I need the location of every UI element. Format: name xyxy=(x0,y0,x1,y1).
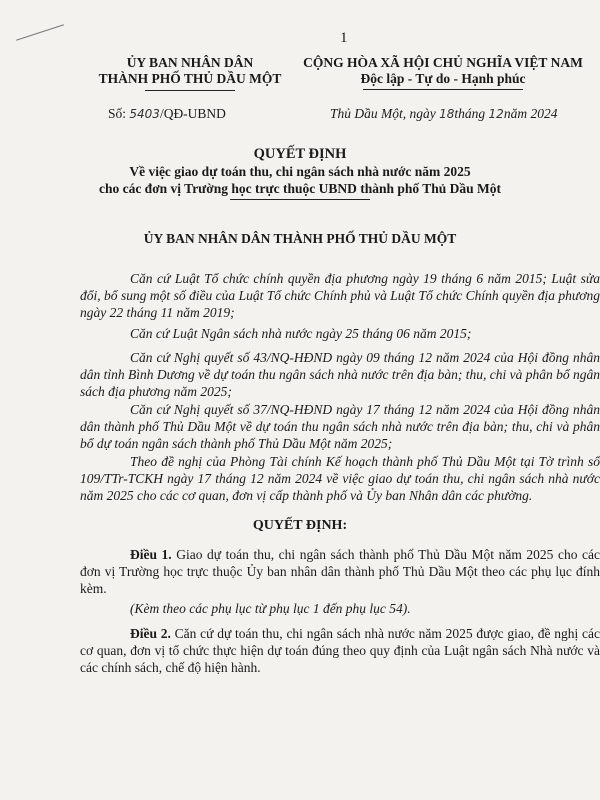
article-2-text: Căn cứ dự toán thu, chi ngân sách nhà nước năm 2025 được giao, đề nghị các cơ quan, đơn vị tổ chức thực hiện dự toán đúng theo quy định của Luật ngân sách Nhà nước và các chính sách, chế độ hiện hành. xyxy=(80,626,600,675)
attachment-note: (Kèm theo các phụ lục từ phụ lục 1 đến phụ lục 54). xyxy=(130,601,411,616)
year-label: năm 2024 xyxy=(503,106,558,121)
legal-basis-4: Căn cứ Nghị quyết số 37/NQ-HĐND ngày 17 tháng 12 năm 2024 của Hội đồng nhân dân thành phố Thủ Dầu Một về dự toán thu ngân sách nhà nước trên địa bàn; thu, chi và phân bổ dự toán ngân sách thành phố Thủ Dầu Một năm 2025; xyxy=(80,402,600,451)
nation-header xyxy=(298,55,588,90)
issuer-underline xyxy=(145,90,235,91)
date-day: 18 xyxy=(439,107,455,121)
article-2 xyxy=(80,625,600,676)
article-1-text: Giao dự toán thu, chi ngân sách thành phố Thủ Dầu Một năm 2025 cho các đơn vị Trường học trực thuộc Ủy ban nhân dân thành phố Thủ Dầu Một theo các phụ lục đính kèm. xyxy=(80,547,600,596)
document-subject xyxy=(0,163,600,200)
article-1 xyxy=(80,546,600,597)
issuing-authority: ỦY BAN NHÂN DÂN THÀNH PHỐ THỦ DẦU MỘT xyxy=(143,231,457,246)
issuer-line2: THÀNH PHỐ THỦ DẦU MỘT xyxy=(98,71,282,86)
legal-basis-5: Theo đề nghị của Phòng Tài chính Kế hoạch thành phố Thủ Dầu Một tại Tờ trình số 109/TTr-TCKH ngày 17 tháng 12 năm 2024 về việc giao dự toán thu, chi ngân sách nhà nước năm 2025 cho các cơ quan, đơn vị cấp thành phố và Ủy ban Nhân dân các phường. xyxy=(80,454,600,503)
issuer-header xyxy=(85,55,295,91)
decision-heading: QUYẾT ĐỊNH: xyxy=(252,518,348,533)
nation-name: CỘNG HÒA XÃ HỘI CHỦ NGHĨA VIỆT NAM xyxy=(303,55,583,70)
page-number: 1 xyxy=(340,30,348,46)
subject-line1: Về việc giao dự toán thu, chi ngân sách nhà nước năm 2025 xyxy=(129,164,471,179)
place-date xyxy=(330,106,557,122)
article-2-label: Điều 2. xyxy=(130,626,171,641)
motto-underline xyxy=(363,89,523,90)
date-month: 12 xyxy=(488,107,504,121)
pen-mark xyxy=(16,24,64,40)
subject-underline xyxy=(230,199,370,200)
doc-number-prefix: Số: xyxy=(108,106,127,121)
document-number xyxy=(108,106,226,122)
subject-line2: cho các đơn vị Trường học trực thuộc UBND thành phố Thủ Dầu Một xyxy=(98,181,502,196)
month-label: tháng xyxy=(454,106,486,121)
legal-basis-3: Căn cứ Nghị quyết số 43/NQ-HĐND ngày 09 tháng 12 năm 2024 của Hội đồng nhân dân tỉnh Bình Dương về dự toán thu ngân sách nhà nước trên địa bàn; thu, chi và phân bổ ngân sách địa phương năm 2025; xyxy=(80,350,600,399)
document-title: QUYẾT ĐỊNH xyxy=(253,146,347,162)
legal-basis-1: Căn cứ Luật Tổ chức chính quyền địa phương ngày 19 tháng 6 năm 2015; Luật sửa đổi, bổ sung một số điều của Luật Tổ chức Chính phủ và Luật Tổ chức Chính quyền địa phương ngày 22 tháng 11 năm 2019; xyxy=(80,271,600,320)
article-1-label: Điều 1. xyxy=(130,547,172,562)
doc-number-handwritten: 5403 xyxy=(129,107,160,121)
doc-number-suffix: /QĐ-UBND xyxy=(159,106,226,121)
issuer-line1: ỦY BAN NHÂN DÂN xyxy=(126,55,254,70)
nation-motto: Độc lập - Tự do - Hạnh phúc xyxy=(360,71,526,86)
place-label: Thủ Dầu Một, ngày xyxy=(330,106,436,121)
legal-basis-2: Căn cứ Luật Ngân sách nhà nước ngày 25 tháng 06 năm 2015; xyxy=(130,326,472,341)
